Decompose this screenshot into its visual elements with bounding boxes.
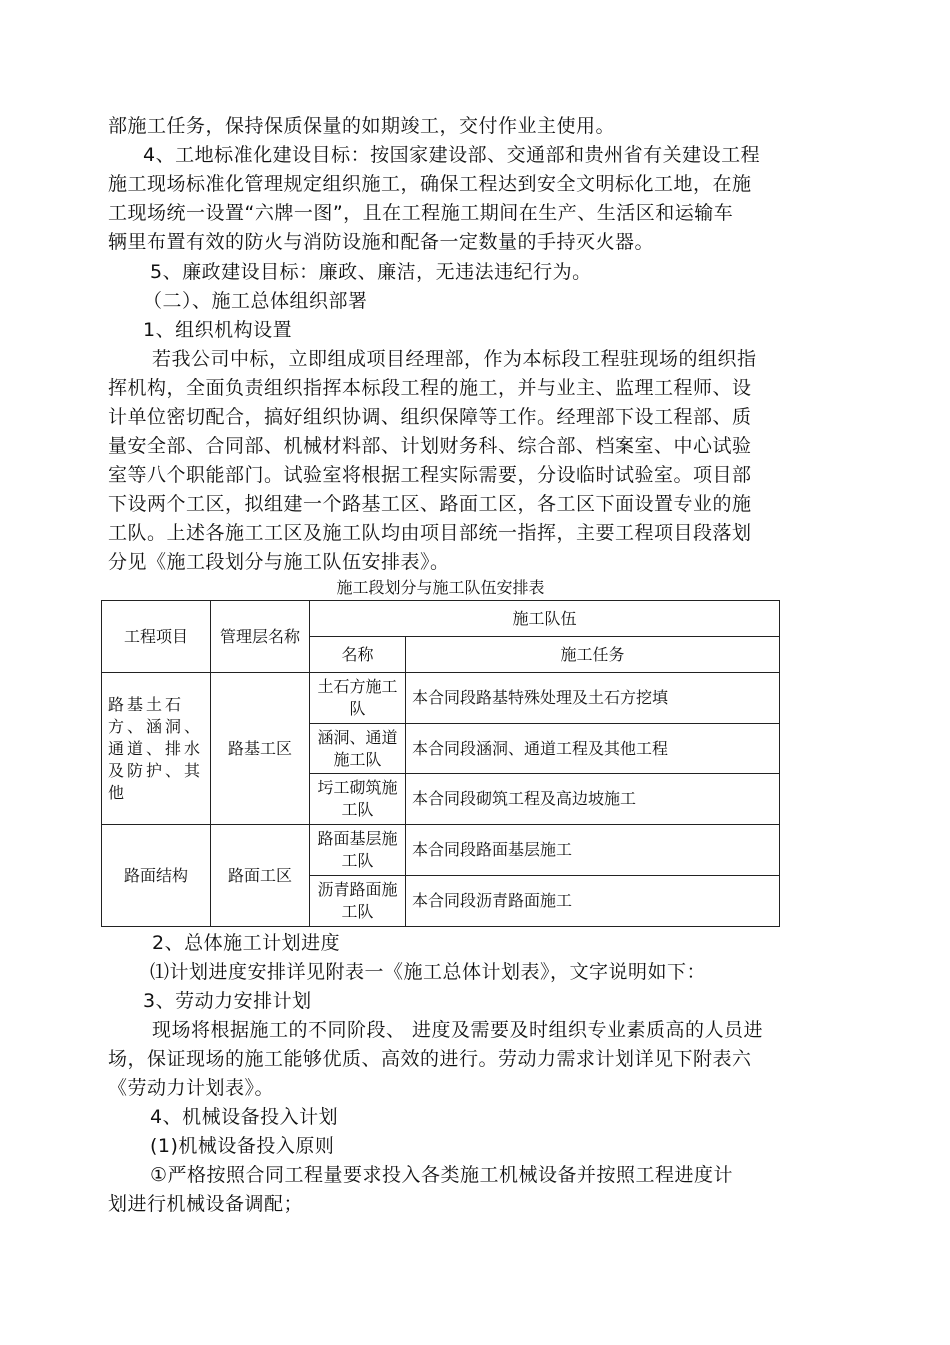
paragraph-line: 室等八个职能部门。试验室将根据工程实际需要，分设临时试验室。项目部	[108, 464, 752, 486]
section-heading: （二）、施工总体组织部署	[143, 290, 368, 312]
section-heading: 1、组织机构设置	[143, 319, 293, 341]
header-teams: 施工队伍	[310, 601, 780, 637]
team-name-cell: 圬工砌筑施工队	[310, 774, 406, 825]
table-row	[102, 673, 780, 724]
paragraph-line: 施工现场标准化管理规定组织施工，确保工程达到安全文明标化工地，在施	[108, 173, 752, 195]
paragraph-line: ①严格按照合同工程量要求投入各类施工机械设备并按照工程进度计	[150, 1164, 734, 1186]
section-heading: 2、总体施工计划进度	[152, 932, 341, 954]
paragraph-line: 现场将根据施工的不同阶段、 进度及需要及时组织专业素质高的人员进	[152, 1019, 764, 1041]
paragraph-line: 《劳动力计划表》。	[108, 1077, 275, 1099]
paragraph-line: 划进行机械设备调配；	[108, 1193, 304, 1215]
paragraph-line: 辆里布置有效的防火与消防设施和配备一定数量的手持灭火器。	[108, 231, 655, 253]
team-task-cell: 本合同段砌筑工程及高边坡施工	[406, 774, 780, 825]
paragraph-line: 5、廉政建设目标：廉政、廉洁，无违法违纪行为。	[150, 261, 592, 283]
team-name-cell: 沥青路面施工队	[310, 876, 406, 927]
section-heading: 3、劳动力安排计划	[143, 990, 312, 1012]
project-cell: 路基土石方、涵洞、通道、排水及防护、其他	[102, 673, 211, 825]
paragraph-line: 计单位密切配合，搞好组织协调、组织保障等工作。经理部下设工程部、质	[108, 406, 752, 428]
section-heading: 4、机械设备投入计划	[150, 1106, 339, 1128]
paragraph-line: 4、工地标准化建设目标：按国家建设部、交通部和贵州省有关建设工程	[143, 144, 761, 166]
paragraph-line: 挥机构，全面负责组织指挥本标段工程的施工，并与业主、监理工程师、设	[108, 377, 752, 399]
team-task-cell: 本合同段路面基层施工	[406, 825, 780, 876]
paragraph-line: 若我公司中标，立即组成项目经理部，作为本标段工程驻现场的组织指	[152, 348, 757, 370]
paragraph-line: 工队。上述各施工工区及施工队均由项目部统一指挥，主要工程项目段落划	[108, 522, 752, 544]
paragraph-line: 量安全部、合同部、机械材料部、计划财务科、综合部、档案室、中心试验	[108, 435, 752, 457]
header-project: 工程项目	[102, 601, 211, 673]
team-name-cell: 涵洞、通道施工队	[310, 724, 406, 774]
paragraph-line: 工现场统一设置“六牌一图”，且在工程施工期间在生产、生活区和运输车	[108, 202, 734, 224]
table-row	[102, 825, 780, 876]
header-name: 名称	[310, 637, 406, 673]
team-name-cell: 路面基层施工队	[310, 825, 406, 876]
team-task-cell: 本合同段路基特殊处理及土石方挖填	[406, 673, 780, 724]
team-name-cell: 土石方施工队	[310, 673, 406, 724]
table-caption: 施工段划分与施工队伍安排表	[336, 578, 545, 597]
team-task-cell: 本合同段涵洞、通道工程及其他工程	[406, 724, 780, 774]
management-cell: 路面工区	[211, 825, 310, 927]
paragraph-line: 部施工任务，保持保质保量的如期竣工，交付作业主使用。	[108, 115, 616, 137]
paragraph-line: ⑴计划进度安排详见附表一《施工总体计划表》，文字说明如下：	[150, 961, 707, 983]
paragraph-line: 场，保证现场的施工能够优质、高效的进行。劳动力需求计划详见下附表六	[108, 1048, 752, 1070]
header-management: 管理层名称	[211, 601, 310, 673]
team-task-cell: 本合同段沥青路面施工	[406, 876, 780, 927]
paragraph-line: (1)机械设备投入原则	[150, 1135, 335, 1157]
project-cell: 路面结构	[102, 825, 211, 927]
construction-team-table	[101, 600, 780, 927]
header-task: 施工任务	[406, 637, 780, 673]
management-cell: 路基工区	[211, 673, 310, 825]
paragraph-line: 下设两个工区，拟组建一个路基工区、路面工区，各工区下面设置专业的施	[108, 493, 752, 515]
table-header-row	[102, 601, 780, 637]
paragraph-line: 分见《施工段划分与施工队伍安排表》。	[108, 551, 450, 573]
